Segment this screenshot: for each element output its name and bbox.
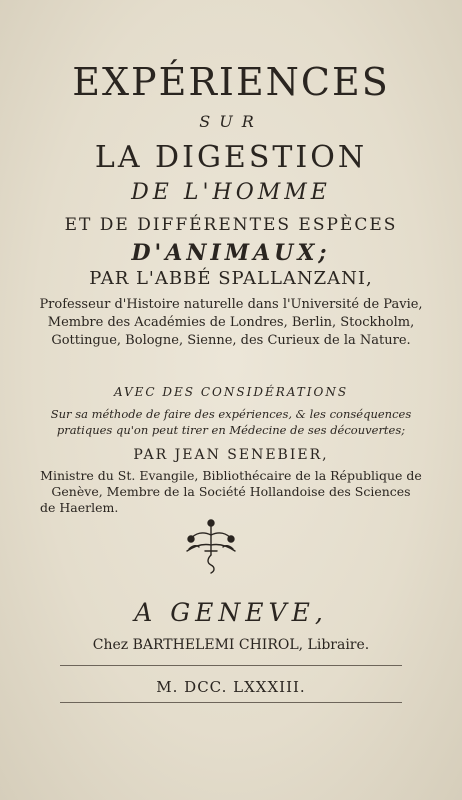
translator-desc-1: Ministre du St. Evangile, Bibliothécaire de la République de bbox=[40, 468, 422, 483]
imprint-rule-bottom bbox=[60, 702, 402, 703]
author-desc-1: Professeur d'Histoire naturelle dans l'Université de Pavie, bbox=[39, 297, 423, 312]
translator-line: PAR JEAN SENEBIER, bbox=[133, 447, 329, 463]
considerations-text-1: Sur sa méthode de faire des expériences, & les conséquences bbox=[50, 407, 412, 421]
title-line-sur: SUR bbox=[199, 112, 263, 131]
considerations-text-2: pratiques qu'on peut tirer en Médecine de ses découvertes; bbox=[56, 423, 406, 437]
considerations-heading: AVEC DES CONSIDÉRATIONS bbox=[113, 385, 349, 399]
title-line-digestion: LA DIGESTION bbox=[94, 140, 368, 175]
imprint-date: M. DCC. LXXXIII. bbox=[156, 678, 306, 696]
translator-desc-3: de Haerlem. bbox=[40, 500, 119, 515]
author-desc-3: Gottingue, Bologne, Sienne, des Curieux de la Nature. bbox=[51, 333, 411, 348]
imprint-rule-top bbox=[60, 665, 402, 666]
imprint-place: A GENEVE, bbox=[134, 598, 328, 627]
author-desc-2: Membre des Académies de Londres, Berlin, Stockholm, bbox=[47, 315, 415, 330]
title-line-experiences: EXPÉRIENCES bbox=[72, 60, 390, 104]
author-line: PAR L'ABBÉ SPALLANZANI, bbox=[89, 268, 373, 289]
floral-ornament-icon bbox=[181, 515, 241, 580]
title-line-animaux: D'ANIMAUX; bbox=[131, 240, 331, 266]
title-line-homme: DE L'HOMME bbox=[131, 180, 331, 205]
imprint-publisher: Chez BARTHELEMI CHIROL, Libraire. bbox=[92, 637, 370, 653]
translator-desc-2: Genève, Membre de la Société Hollandoise des Sciences bbox=[51, 484, 411, 499]
title-line-especes: ET DE DIFFÉRENTES ESPÈCES bbox=[64, 215, 398, 235]
